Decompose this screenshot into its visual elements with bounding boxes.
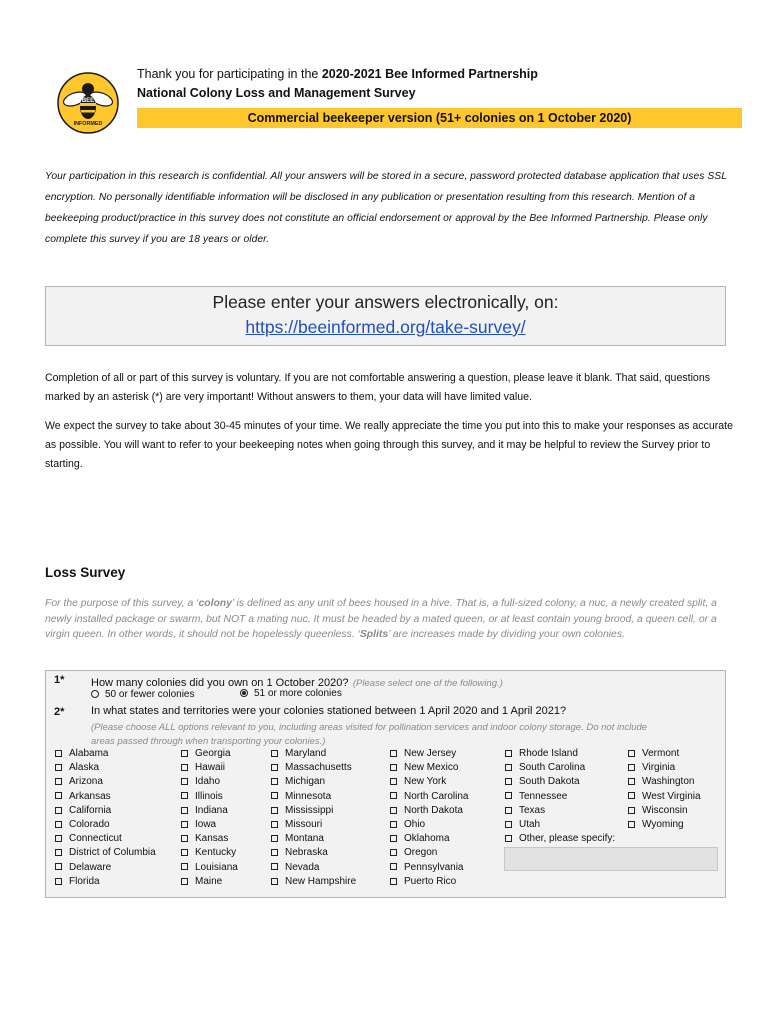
- checkbox-icon[interactable]: [181, 821, 188, 828]
- state-checkbox-item[interactable]: [505, 818, 615, 832]
- state-label: Michigan: [285, 776, 326, 788]
- checkbox-icon[interactable]: [55, 835, 62, 842]
- checkbox-icon[interactable]: [55, 863, 62, 870]
- state-checkbox-item[interactable]: [55, 790, 156, 804]
- state-checkbox-item[interactable]: [271, 875, 356, 889]
- intro-part-2: ’ is defined as any unit of bees housed in a hive. That is, a full-sized colony, a nuc, a newly created split, a newly installed package or swarm, but NOT a mating nuc. It must be headed by a mated queen, or at least contain young brood, a queen cell, or a virgin queen. In other words, it should not be hopelessly queenless. ‘: [45, 598, 717, 640]
- online-instruction: Please enter your answers electronically, on:: [212, 292, 559, 312]
- state-checkbox-item[interactable]: [271, 861, 356, 875]
- states-column-6: [628, 747, 701, 832]
- checkbox-icon[interactable]: [628, 778, 635, 785]
- checkbox-icon[interactable]: [271, 778, 278, 785]
- state-label: Alaska: [69, 762, 100, 774]
- state-checkbox-item[interactable]: [390, 747, 468, 761]
- states-column-2: [181, 747, 238, 889]
- state-label: North Dakota: [404, 804, 463, 816]
- checkbox-icon[interactable]: [628, 764, 635, 771]
- state-checkbox-item[interactable]: [271, 832, 356, 846]
- survey-link[interactable]: https://beeinformed.org/take-survey/: [245, 317, 526, 337]
- q1-number: 1*: [54, 674, 65, 686]
- checkbox-icon[interactable]: [390, 750, 397, 757]
- state-label: Other, please specify:: [519, 833, 616, 845]
- checkbox-icon[interactable]: [390, 764, 397, 771]
- state-label: Iowa: [195, 818, 217, 830]
- state-label: Wyoming: [642, 818, 684, 830]
- intro-colony-term: colony: [198, 598, 232, 609]
- state-checkbox-item[interactable]: [505, 761, 615, 775]
- state-checkbox-item[interactable]: [181, 790, 238, 804]
- checkbox-icon[interactable]: [505, 764, 512, 771]
- checkbox-icon[interactable]: [628, 750, 635, 757]
- state-label: New Mexico: [404, 762, 459, 774]
- state-checkbox-item[interactable]: [505, 747, 615, 761]
- state-label: Illinois: [195, 790, 223, 802]
- state-label: Vermont: [642, 748, 680, 759]
- section-title-loss-survey: Loss Survey: [45, 565, 126, 580]
- checkbox-icon[interactable]: [55, 807, 62, 814]
- confidentiality-notice: Your participation in this research is confidential. All your answers will be stored in a secure, password protected database application that uses SSL encryption. No personally identifiable information will be disclosed in any publication or presentation resulting from this research. Mention of a beekeeping product/practice in this survey does not constitute an official endorsement or approval by the Bee Informed Partnership. Please only complete this survey if you are 18 years or older.: [45, 171, 727, 245]
- state-label: Maine: [195, 875, 223, 887]
- state-label: Hawaii: [195, 762, 226, 774]
- state-label: West Virginia: [642, 790, 701, 802]
- checkbox-icon[interactable]: [505, 807, 512, 814]
- checkbox-icon[interactable]: [55, 750, 62, 757]
- checkbox-icon[interactable]: [505, 821, 512, 828]
- checkbox-icon[interactable]: [390, 821, 397, 828]
- checkbox-icon[interactable]: [181, 835, 188, 842]
- state-checkbox-item[interactable]: [390, 818, 468, 832]
- q1-text: How many colonies did you own on 1 October 2020?: [91, 677, 349, 689]
- state-label: Mississippi: [285, 804, 334, 816]
- checkbox-icon[interactable]: [55, 821, 62, 828]
- state-checkbox-item[interactable]: [181, 846, 238, 860]
- checkbox-icon[interactable]: [271, 863, 278, 870]
- checkbox-icon[interactable]: [390, 807, 397, 814]
- checkbox-icon[interactable]: [181, 807, 188, 814]
- bee-informed-logo: [57, 72, 119, 134]
- online-survey-box: [45, 286, 726, 346]
- q1-option-fewer-label: 50 or fewer colonies: [105, 689, 195, 700]
- states-column-4: [390, 747, 468, 889]
- radio-selected-icon[interactable]: [240, 689, 248, 697]
- checkbox-icon[interactable]: [628, 821, 635, 828]
- state-checkbox-item[interactable]: [628, 804, 701, 818]
- q2-hint-line2: areas passed through when transporting your colonies.): [91, 736, 326, 747]
- state-label: Delaware: [69, 861, 112, 873]
- q1-hint: (Please select one of the following.): [352, 678, 503, 689]
- state-label: Massachusetts: [285, 762, 352, 774]
- state-label: Utah: [519, 818, 541, 830]
- thanks-line: [137, 66, 538, 83]
- colony-definition: [45, 596, 735, 643]
- state-checkbox-item[interactable]: [505, 775, 615, 789]
- state-label: New Jersey: [404, 748, 457, 759]
- states-column-5: [505, 747, 615, 846]
- state-label: District of Columbia: [69, 847, 156, 859]
- state-label: Tennessee: [519, 790, 568, 802]
- checkbox-icon[interactable]: [55, 849, 62, 856]
- checkbox-icon[interactable]: [271, 821, 278, 828]
- logo-text-bottom: INFORMED: [73, 121, 103, 127]
- checkbox-icon[interactable]: [55, 764, 62, 771]
- q1-option-fewer[interactable]: [91, 689, 195, 700]
- checkbox-icon[interactable]: [628, 807, 635, 814]
- state-checkbox-item[interactable]: [181, 775, 238, 789]
- state-checkbox-item[interactable]: [390, 790, 468, 804]
- state-checkbox-item[interactable]: [271, 818, 356, 832]
- state-checkbox-item[interactable]: [55, 761, 156, 775]
- states-column-3: [271, 747, 356, 889]
- q2-hint-line1: (Please choose ALL options relevant to you, including areas visited for pollination services and indoor colony storage. Do not include: [91, 722, 648, 733]
- state-label: Pennsylvania: [404, 861, 464, 873]
- checkbox-icon[interactable]: [505, 750, 512, 757]
- state-label: Minnesota: [285, 790, 332, 802]
- state-label: Oklahoma: [404, 833, 450, 845]
- voluntary-notice: Completion of all or part of this survey is voluntary. If you are not comfortable answering a question, please leave it blank. That said, questions marked by an asterisk (*) are very important! Without answers to them, your data will have limited value.: [45, 372, 711, 403]
- checkbox-icon[interactable]: [390, 835, 397, 842]
- state-label: Arizona: [69, 776, 103, 788]
- state-label: Puerto Rico: [404, 875, 457, 887]
- state-checkbox-item[interactable]: [55, 875, 156, 889]
- state-checkbox-item[interactable]: [390, 846, 468, 860]
- survey-name: National Colony Loss and Management Survey: [137, 86, 416, 100]
- state-checkbox-item[interactable]: [505, 804, 615, 818]
- checkbox-icon[interactable]: [390, 878, 397, 885]
- logo-text-top: BEE: [81, 98, 95, 104]
- checkbox-icon[interactable]: [271, 807, 278, 814]
- state-checkbox-item[interactable]: [55, 804, 156, 818]
- state-label: Georgia: [195, 748, 231, 759]
- other-specify-input[interactable]: [504, 847, 718, 871]
- state-label: Wisconsin: [642, 804, 688, 816]
- states-column-1: [55, 747, 156, 889]
- state-checkbox-item[interactable]: [271, 790, 356, 804]
- state-checkbox-item[interactable]: [628, 818, 701, 832]
- state-checkbox-item[interactable]: [181, 761, 238, 775]
- state-label: California: [69, 804, 112, 816]
- thanks-prefix: Thank you for participating in the: [137, 67, 322, 81]
- checkbox-icon[interactable]: [55, 878, 62, 885]
- checkbox-icon[interactable]: [181, 849, 188, 856]
- intro-part-3: ’ are increases made by dividing your own colonies.: [388, 629, 625, 640]
- state-checkbox-item[interactable]: [181, 832, 238, 846]
- checkbox-icon[interactable]: [271, 764, 278, 771]
- version-banner: Commercial beekeeper version (51+ colonies on 1 October 2020): [137, 108, 742, 128]
- checkbox-icon[interactable]: [181, 863, 188, 870]
- state-label: Maryland: [285, 748, 327, 759]
- state-label: Kansas: [195, 833, 229, 845]
- state-checkbox-item[interactable]: [181, 804, 238, 818]
- state-checkbox-item[interactable]: [628, 790, 701, 804]
- checkbox-icon[interactable]: [505, 778, 512, 785]
- checkbox-icon[interactable]: [271, 849, 278, 856]
- checkbox-icon[interactable]: [271, 750, 278, 757]
- state-label: Rhode Island: [519, 748, 578, 759]
- q2-number: 2*: [54, 706, 65, 718]
- thanks-bold: 2020-2021 Bee Informed Partnership: [321, 67, 538, 81]
- state-checkbox-item[interactable]: [390, 861, 468, 875]
- state-checkbox-item[interactable]: [55, 832, 156, 846]
- q1-option-more[interactable]: [240, 688, 342, 699]
- state-checkbox-item[interactable]: [390, 775, 468, 789]
- time-notice: We expect the survey to take about 30-45 minutes of your time. We really appreciate the time you put into this to make your responses as accurate as possible. You will want to refer to your beekeeping notes when going through this survey, and it may be helpful to review the Survey prior to starting.: [45, 420, 733, 470]
- state-checkbox-item[interactable]: [55, 846, 156, 860]
- state-label: Nevada: [285, 861, 320, 873]
- state-checkbox-item[interactable]: [271, 761, 356, 775]
- q2-text: In what states and territories were your colonies stationed between 1 April 2020 and 1 April 2021?: [91, 705, 567, 717]
- state-label: New Hampshire: [285, 875, 357, 887]
- state-checkbox-item[interactable]: [390, 875, 468, 889]
- state-checkbox-item[interactable]: [390, 804, 468, 818]
- checkbox-icon[interactable]: [271, 792, 278, 799]
- state-label: Nebraska: [285, 847, 328, 859]
- state-label: Colorado: [69, 818, 110, 830]
- checkbox-icon[interactable]: [505, 792, 512, 799]
- checkbox-icon[interactable]: [271, 835, 278, 842]
- state-checkbox-item[interactable]: [271, 846, 356, 860]
- state-checkbox-item[interactable]: [505, 790, 615, 804]
- checkbox-icon[interactable]: [271, 878, 278, 885]
- state-label: Virginia: [642, 762, 676, 774]
- state-checkbox-item[interactable]: [390, 832, 468, 846]
- state-checkbox-item[interactable]: [271, 775, 356, 789]
- state-label: Missouri: [285, 818, 323, 830]
- checkbox-icon[interactable]: [390, 863, 397, 870]
- state-checkbox-item[interactable]: [271, 804, 356, 818]
- state-checkbox-item[interactable]: [628, 775, 701, 789]
- state-label: Idaho: [195, 776, 221, 788]
- checkbox-icon[interactable]: [390, 778, 397, 785]
- intro-splits-term: Splits: [359, 629, 389, 640]
- state-checkbox-item[interactable]: [181, 861, 238, 875]
- state-checkbox-item[interactable]: [505, 832, 615, 846]
- state-label: Florida: [69, 875, 100, 887]
- state-label: New York: [404, 776, 447, 788]
- state-checkbox-item[interactable]: [55, 818, 156, 832]
- state-label: North Carolina: [404, 790, 469, 802]
- state-checkbox-item[interactable]: [628, 747, 701, 761]
- state-checkbox-item[interactable]: [181, 747, 238, 761]
- checkbox-icon[interactable]: [181, 778, 188, 785]
- checkbox-icon[interactable]: [628, 792, 635, 799]
- checkbox-icon[interactable]: [55, 778, 62, 785]
- state-checkbox-item[interactable]: [55, 861, 156, 875]
- state-checkbox-item[interactable]: [55, 775, 156, 789]
- state-label: South Dakota: [519, 776, 580, 788]
- checkbox-icon[interactable]: [390, 849, 397, 856]
- state-label: Ohio: [404, 818, 426, 830]
- state-label: Alabama: [69, 748, 109, 759]
- state-label: Louisiana: [195, 861, 238, 873]
- state-checkbox-item[interactable]: [181, 875, 238, 889]
- state-label: Arkansas: [69, 790, 111, 802]
- state-label: Indiana: [195, 804, 228, 816]
- state-label: Texas: [519, 804, 546, 816]
- state-checkbox-item[interactable]: [55, 747, 156, 761]
- intro-part-1: For the purpose of this survey, a ‘: [45, 598, 199, 609]
- state-label: Connecticut: [69, 833, 122, 845]
- checkbox-icon[interactable]: [181, 878, 188, 885]
- state-label: Washington: [642, 776, 695, 788]
- state-checkbox-item[interactable]: [181, 818, 238, 832]
- q1-option-more-label: 51 or more colonies: [254, 688, 342, 699]
- checkbox-icon[interactable]: [181, 764, 188, 771]
- state-label: Kentucky: [195, 847, 237, 859]
- checkbox-icon[interactable]: [390, 792, 397, 799]
- checkbox-icon[interactable]: [505, 835, 512, 842]
- state-label: South Carolina: [519, 762, 586, 774]
- state-label: Oregon: [404, 847, 438, 859]
- checkbox-icon[interactable]: [181, 792, 188, 799]
- state-label: Montana: [285, 833, 324, 845]
- state-checkbox-item[interactable]: [628, 761, 701, 775]
- state-checkbox-item[interactable]: [271, 747, 356, 761]
- radio-icon[interactable]: [91, 690, 99, 698]
- checkbox-icon[interactable]: [55, 792, 62, 799]
- checkbox-icon[interactable]: [181, 750, 188, 757]
- state-checkbox-item[interactable]: [390, 761, 468, 775]
